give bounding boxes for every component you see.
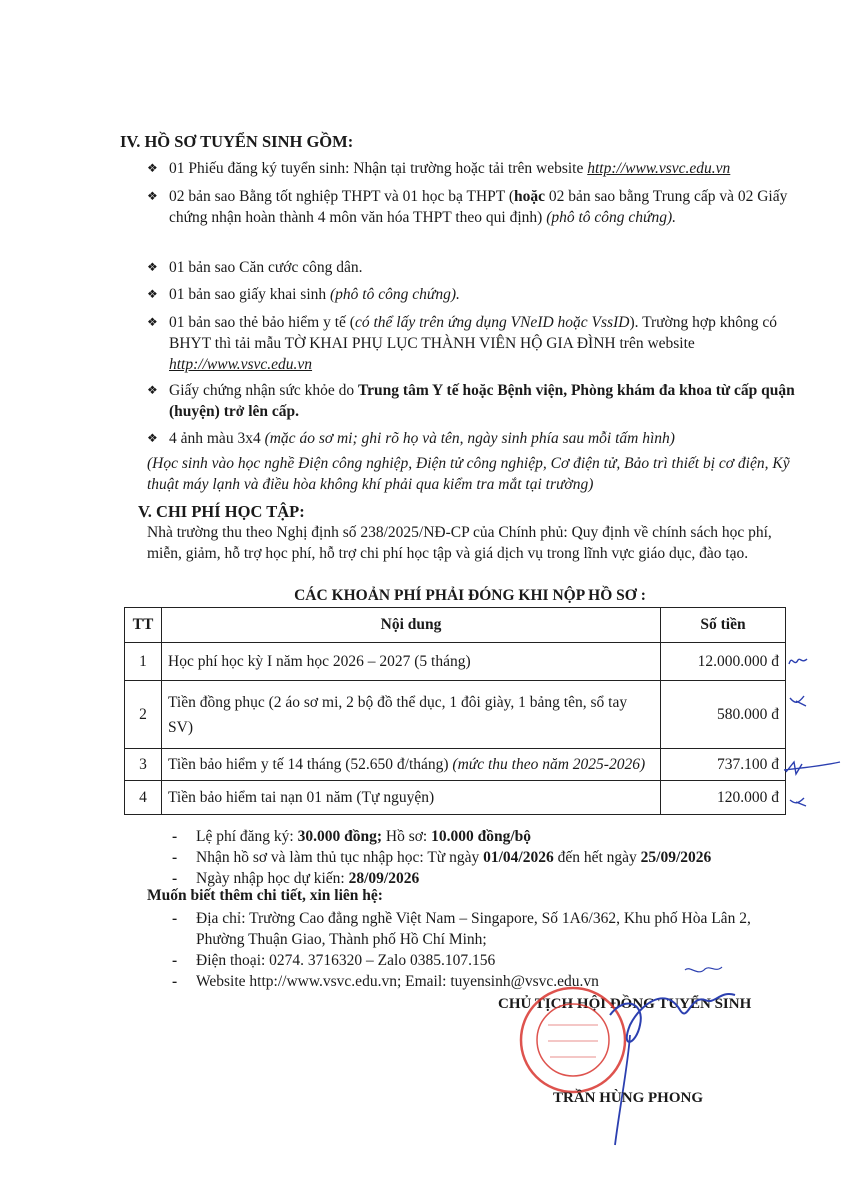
list-item	[147, 284, 812, 305]
row-content	[162, 749, 661, 781]
text-run: (mặc áo sơ mi; ghi rõ họ và tên, ngày sinh phía sau mỗi tấm hình)	[264, 430, 675, 447]
list-item	[147, 257, 812, 278]
text-run: 02 bản sao Bằng tốt nghiệp THPT và 01 học bạ THPT (	[169, 188, 514, 205]
diamond-bullet-icon: ❖	[147, 431, 158, 445]
column-header-content: Nội dung	[162, 608, 661, 643]
text-run: 25/09/2026	[640, 849, 712, 866]
text-run: 28/09/2026	[348, 870, 420, 887]
row-number: 4	[125, 781, 162, 815]
table-header-row	[125, 608, 786, 643]
diamond-bullet-icon: ❖	[147, 260, 158, 274]
list-item	[147, 428, 812, 449]
row-number: 1	[125, 643, 162, 681]
row-amount: 580.000 đ	[661, 681, 786, 749]
text-run: Tiền bảo hiểm y tế 14 tháng (52.650 đ/tháng)	[168, 755, 453, 773]
contact-address: - Địa chỉ: Trường Cao đẳng nghề Việt Nam – Singapore, Số 1A6/362, Khu phố Hòa Lân 2, Phường Thuận Giao, Thành phố Hồ Chí Minh;	[172, 910, 751, 948]
row-content	[162, 643, 661, 681]
text-run: 01 bản sao Căn cước công dân.	[169, 259, 363, 276]
text-run: Ngày nhập học dự kiến:	[196, 870, 349, 887]
handwritten-check-mark	[782, 756, 842, 782]
eye-test-note: (Học sinh vào học nghề Điện công nghiệp, Điện tử công nghiệp, Cơ điện tử, Bảo trì thiết bị cơ điện, Kỹ thuật máy lạnh và điều hòa không khí phải qua kiểm tra mắt tại trường)	[147, 455, 790, 493]
row-amount: 12.000.000 đ	[661, 643, 786, 681]
text-run: Hồ sơ:	[382, 828, 432, 845]
table-row	[125, 749, 786, 781]
text-run: Điện thoại: 0274. 3716320 – Zalo 0385.107.156	[196, 952, 496, 969]
table-row	[125, 781, 786, 815]
text-run: (mức thu theo năm 2025-2026)	[452, 755, 646, 773]
text-run: 10.000 đồng/bộ	[431, 828, 532, 845]
detail-item: - Lệ phí đăng ký: 30.000 đồng; Hồ sơ: 10.000 đồng/bộ	[172, 828, 532, 845]
text-run: http://www.vsvc.edu.vn	[587, 160, 731, 177]
table-row	[125, 643, 786, 681]
handwritten-check-mark	[786, 790, 810, 812]
text-run: Nhận hồ sơ và làm thủ tục nhập học: Từ ngày	[196, 849, 484, 866]
signatory-name: TRẦN HÙNG PHONG	[553, 1090, 703, 1106]
signatory-title: CHỦ TỊCH HỘI ĐỒNG TUYỂN SINH	[498, 996, 752, 1012]
text-run: 01 Phiếu đăng ký tuyển sinh: Nhận tại trường hoặc tải trên website	[169, 160, 588, 177]
handwritten-check-mark	[786, 690, 810, 712]
list-item	[147, 158, 812, 179]
list-item	[147, 186, 812, 228]
text-run: 01 bản sao thẻ bảo hiểm y tế (	[169, 314, 355, 331]
text-run: Website http://www.vsvc.edu.vn; Email: tuyensinh@vsvc.edu.vn	[196, 973, 599, 990]
table-row	[125, 681, 786, 749]
diamond-bullet-icon: ❖	[147, 189, 158, 203]
text-run: Địa chỉ: Trường Cao đẳng nghề Việt Nam – Singapore, Số 1A6/362, Khu phố Hòa Lân 2, Phường Thuận Giao, Thành phố Hồ Chí Minh;	[196, 910, 751, 948]
diamond-bullet-icon: ❖	[147, 315, 158, 329]
fees-table	[124, 607, 786, 815]
text-run: 01/04/2026	[483, 849, 554, 866]
text-run: (phô tô công chứng).	[330, 286, 460, 303]
text-run: (phô tô công chứng).	[546, 209, 677, 226]
text-run: ). Trường hợp không có BHYT thì tải mẫu TỜ KHAI PHỤ LỤC THÀNH VIÊN HỘ GIA ĐÌNH trên website	[169, 314, 777, 352]
diamond-bullet-icon: ❖	[147, 383, 158, 397]
contact-website: - Website http://www.vsvc.edu.vn; Email: tuyensinh@vsvc.edu.vn	[172, 973, 599, 990]
contact-phone: - Điện thoại: 0274. 3716320 – Zalo 0385.107.156	[172, 952, 496, 969]
text-run: http://www.vsvc.edu.vn	[169, 356, 313, 373]
text-run: 30.000 đồng;	[297, 828, 382, 845]
row-amount: 120.000 đ	[661, 781, 786, 815]
text-run: Giấy chứng nhận sức khỏe do	[169, 382, 358, 399]
section-iv-heading: IV. HỒ SƠ TUYỂN SINH GỒM:	[120, 132, 354, 151]
text-run: đến hết ngày	[553, 849, 641, 866]
section-v-heading: V. CHI PHÍ HỌC TẬP:	[138, 502, 305, 521]
row-content	[162, 781, 661, 815]
text-run: 4 ảnh màu 3x4	[169, 430, 265, 447]
text-run: có thể lấy trên ứng dụng VNeID hoặc VssID	[354, 314, 630, 331]
row-number: 3	[125, 749, 162, 781]
row-content	[162, 681, 661, 749]
contact-heading: Muốn biết thêm chi tiết, xin liên hệ:	[147, 887, 383, 904]
text-run: hoặc	[514, 188, 545, 205]
diamond-bullet-icon: ❖	[147, 287, 158, 301]
column-header-amount: Số tiền	[661, 608, 786, 643]
handwritten-check-mark	[786, 650, 810, 672]
text-run: Học phí học kỳ I năm học 2026 – 2027 (5 tháng)	[168, 652, 471, 670]
diamond-bullet-icon: ❖	[147, 161, 158, 175]
handwritten-signature	[570, 955, 770, 1155]
fees-table-title: CÁC KHOẢN PHÍ PHẢI ĐÓNG KHI NỘP HỒ SƠ :	[294, 587, 646, 604]
text-run: Lệ phí đăng ký:	[196, 828, 298, 845]
list-item	[147, 380, 812, 422]
fee-policy-intro: Nhà trường thu theo Nghị định số 238/2025/NĐ-CP của Chính phủ: Quy định về chính sách học phí, miễn, giảm, hỗ trợ học phí, hỗ trợ chi phí học tập và giá dịch vụ trong lĩnh vực giáo dục, đào tạo.	[147, 524, 772, 562]
row-amount: 737.100 đ	[661, 749, 786, 781]
detail-item: - Nhận hồ sơ và làm thủ tục nhập học: Từ ngày 01/04/2026 đến hết ngày 25/09/2026	[172, 849, 712, 866]
text-run: 01 bản sao giấy khai sinh	[169, 286, 331, 303]
column-header-tt: TT	[125, 608, 162, 643]
row-number: 2	[125, 681, 162, 749]
list-item	[147, 312, 812, 375]
text-run: 02 bản sao bằng Trung cấp và 02 Giấy chứng nhận hoàn thành 4 môn văn hóa THPT theo qui định)	[169, 188, 788, 226]
text-run: Trung tâm Y tế hoặc Bệnh viện, Phòng khám đa khoa từ cấp quận (huyện) trở lên cấp.	[169, 382, 795, 420]
text-run: Tiền đồng phục (2 áo sơ mi, 2 bộ đồ thể dục, 1 đôi giày, 1 bảng tên, sổ tay SV)	[168, 693, 628, 736]
text-run: Tiền bảo hiểm tai nạn 01 năm (Tự nguyện)	[168, 788, 435, 806]
detail-item: - Ngày nhập học dự kiến: 28/09/2026	[172, 870, 420, 887]
